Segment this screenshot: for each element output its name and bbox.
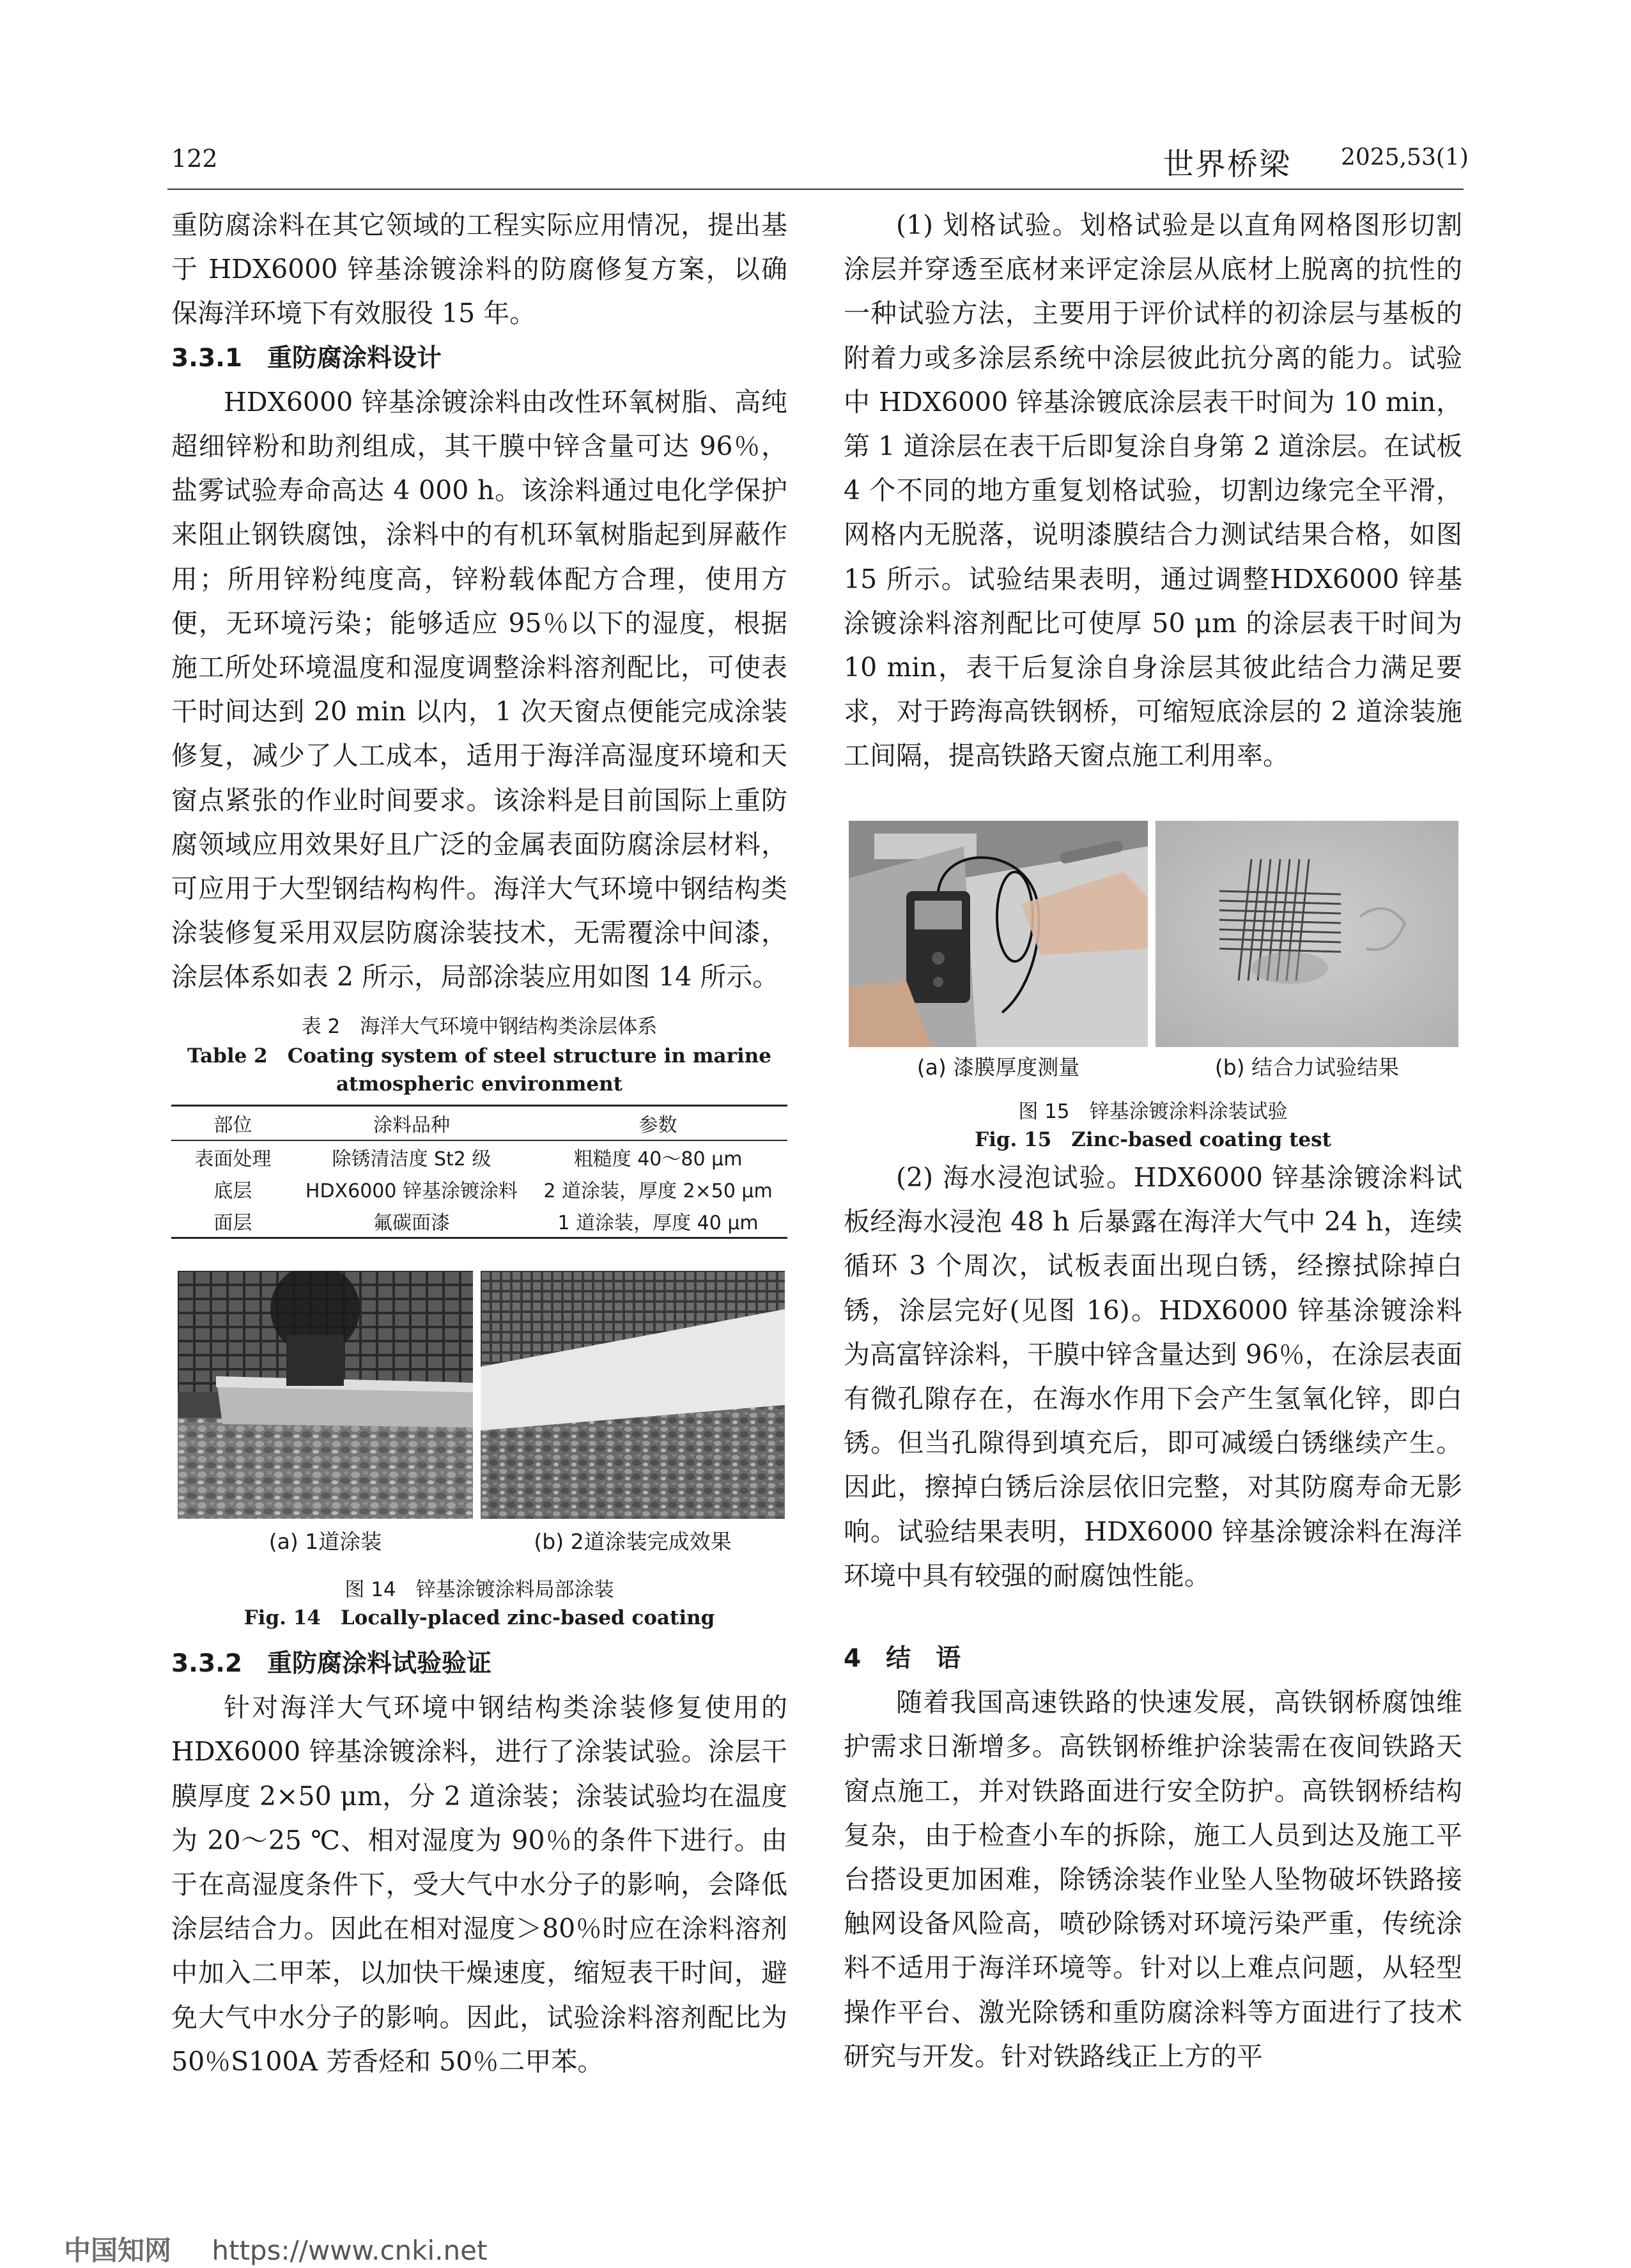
seawater-test-paragraph: (2) 海水浸泡试验。HDX6000 锌基涂镀涂料试板经海水浸泡 48 h 后暴露在海洋大气中 24 h，连续循环 3 个周次，试板表面出现白锈，经擦拭除掉白锈，涂层完好(见图 16)。HDX6000 锌基涂镀涂料为高富锌涂料，干膜中锌含量达到 96％，在涂层表面有微孔隙存在，在海水作用下会产生氢氧化锌，即白锈。但当孔隙得到填充后，即可减缓白锈继续产生。因此，擦掉白锈后涂层依旧完整，对其防腐寿命无影响。试验结果表明，HDX6000 锌基涂镀涂料在海洋环境中具有较强的耐腐蚀性能。 [844, 1162, 1462, 1591]
table2-caption-cn: 表 2 海洋大气环境中钢结构类涂层体系 [301, 1015, 658, 1038]
fig14-caption-en: Fig. 14 Locally-placed zinc-based coating [243, 1606, 715, 1629]
intro-paragraph: 重防腐涂料在其它领域的工程实际应用情况，提出基于 HDX6000 锌基涂镀涂料的防腐修复方案，以确保海洋环境下有效服役 15 年。 [171, 210, 787, 329]
journal-issue: 2025,53(1) [1341, 144, 1469, 171]
table-cell: 底层 [213, 1180, 252, 1202]
fig14a-subcaption: (a) 1道涂装 [268, 1529, 382, 1554]
right-column-middle [844, 1156, 1462, 1598]
fig15a-image [849, 821, 1148, 1047]
section-4-heading: 4 结 语 [844, 1644, 961, 1673]
fig15b-image [1156, 821, 1458, 1047]
table-row [171, 1205, 787, 1238]
table-cell: 氟碳面漆 [295, 1205, 529, 1238]
fig14a-photo [178, 1271, 473, 1519]
fig14b-photo [481, 1271, 785, 1519]
fig15a-subcaption: (a) 漆膜厚度测量 [916, 1055, 1080, 1080]
section-332-body: 针对海洋大气环境中钢结构类涂装修复使用的HDX6000 锌基涂镀涂料，进行了涂装试验。涂层干膜厚度 2×50 μm，分 2 道涂装；涂装试验均在温度为 20～25 ℃、相对湿度为 90％的条件下进行。由于在高湿度条件下，受大气中水分子的影响，会降低涂层结合力。因此在相对湿度＞80％时应在涂料溶剂中加入二甲苯，以加快干燥速度，缩短表干时间，避免大气中水分子的影响。因此，试验涂料溶剂配比为 50％S100A 芳香烃和 50％二甲苯。 [171, 1692, 787, 2077]
fig15-caption-en: Fig. 15 Zinc-based coating test [975, 1128, 1331, 1151]
fig14b-subcaption: (b) 2道涂装完成效果 [534, 1529, 732, 1554]
right-column-top [844, 203, 1462, 779]
right-column-bottom [844, 1636, 1462, 2079]
fig15b-photo [1156, 821, 1458, 1047]
table2-caption-en [171, 1042, 787, 1098]
cnki-url[interactable]: https://www.cnki.net [212, 2235, 488, 2266]
table-cell: HDX6000 锌基涂镀涂料 [305, 1180, 518, 1202]
cnki-logo: 中国知网 [64, 2235, 172, 2266]
fig14a-image [178, 1271, 473, 1519]
left-column-bottom [171, 1642, 787, 2084]
table-header-cell: 涂料品种 [295, 1106, 529, 1141]
footer [64, 2230, 487, 2268]
fig15-caption-cn: 图 15 锌基涂镀涂料涂装试验 [1018, 1100, 1288, 1123]
left-column-top [171, 203, 787, 1000]
fig14-caption-cn: 图 14 锌基涂镀涂料局部涂装 [344, 1578, 614, 1601]
table2-caption-en-line2: atmospheric environment [336, 1073, 623, 1096]
coating-system-table [171, 1105, 787, 1239]
section-4-body: 随着我国高速铁路的快速发展，高铁钢桥腐蚀维护需求日渐增多。高铁钢桥维护涂装需在夜间铁路天窗点施工，并对铁路面进行安全防护。高铁钢桥结构复杂，由于检查小车的拆除，施工人员到达及施工平台搭设更加困难，除锈涂装作业坠人坠物破坏铁路接触网设备风险高，喷砂除锈对环境污染严重，传统涂料不适用于海洋环境等。针对以上难点问题，从轻型操作平台、激光除锈和重防腐涂料等方面进行了技术研究与开发。针对铁路线正上方的平 [844, 1687, 1462, 2072]
table-cell: 1 道涂装，厚度 40 μm [529, 1205, 787, 1238]
page-number: 122 [171, 144, 218, 173]
table-cell: 粗糙度 40～80 μm [573, 1148, 743, 1170]
table-header-cell: 参数 [529, 1106, 787, 1141]
table-cell: 面层 [171, 1205, 295, 1238]
journal-title: 世界桥梁 [1163, 146, 1292, 182]
fig15b-subcaption: (b) 结合力试验结果 [1214, 1055, 1400, 1080]
fig14b-image [481, 1271, 785, 1519]
table-header-cell: 部位 [171, 1106, 295, 1141]
table-cell: 除锈清洁度 St2 级 [332, 1148, 491, 1170]
header-rule [167, 189, 1464, 190]
crosscut-test-paragraph: (1) 划格试验。划格试验是以直角网格图形切割涂层并穿透至底材来评定涂层从底材上脱离的抗性的一种试验方法，主要用于评价试样的初涂层与基板的附着力或多涂层系统中涂层彼此抗分离的能力。试验中 HDX6000 锌基涂镀底涂层表干时间为 10 min，第 1 道涂层在表干后即复涂自身第 2 道涂层。在试板 4 个不同的地方重复划格试验，切割边缘完全平滑，网格内无脱落，说明漆膜结合力测试结果合格，如图 15 所示。试验结果表明，通过调整HDX6000 锌基涂镀涂料溶剂配比可使厚 50 μm 的涂层表干时间为 10 min，表干后复涂自身涂层其彼此结合力满足要求，对于跨海高铁钢桥，可缩短底涂层的 2 道涂装施工间隔，提高铁路天窗点施工利用率。 [844, 210, 1462, 772]
table-cell: 2 道涂装，厚度 2×50 μm [543, 1180, 773, 1202]
table-header-row [171, 1106, 787, 1141]
table2-caption-en-line1: Table 2 Coating system of steel structure in marine [187, 1045, 771, 1068]
fig15a-photo [849, 821, 1148, 1047]
section-331-body: HDX6000 锌基涂镀涂料由改性环氧树脂、高纯超细锌粉和助剂组成，其干膜中锌含量可达 96％，盐雾试验寿命高达 4 000 h。该涂料通过电化学保护来阻止钢铁腐蚀，涂料中的有机环氧树脂起到屏蔽作用；所用锌粉纯度高，锌粉载体配方合理，使用方便，无环境污染；能够适应 95％以下的湿度，根据施工所处环境温度和湿度调整涂料溶剂配比，可使表干时间达到 20 min 以内，1 次天窗点便能完成涂装修复，减少了人工成本，适用于海洋高湿度环境和天窗点紧张的作业时间要求。该涂料是目前国际上重防腐领域应用效果好且广泛的金属表面防腐涂层材料，可应用于大型钢结构构件。海洋大气环境中钢结构类涂装修复采用双层防腐涂装技术，无需覆涂中间漆，涂层体系如表 2 所示，局部涂装应用如图 14 所示。 [171, 386, 787, 993]
section-332-heading: 3.3.2 重防腐涂料试验验证 [171, 1649, 492, 1678]
table-cell: 表面处理 [194, 1148, 272, 1170]
section-331-heading: 3.3.1 重防腐涂料设计 [171, 343, 442, 373]
table-row [171, 1140, 787, 1173]
table-row [171, 1173, 787, 1205]
